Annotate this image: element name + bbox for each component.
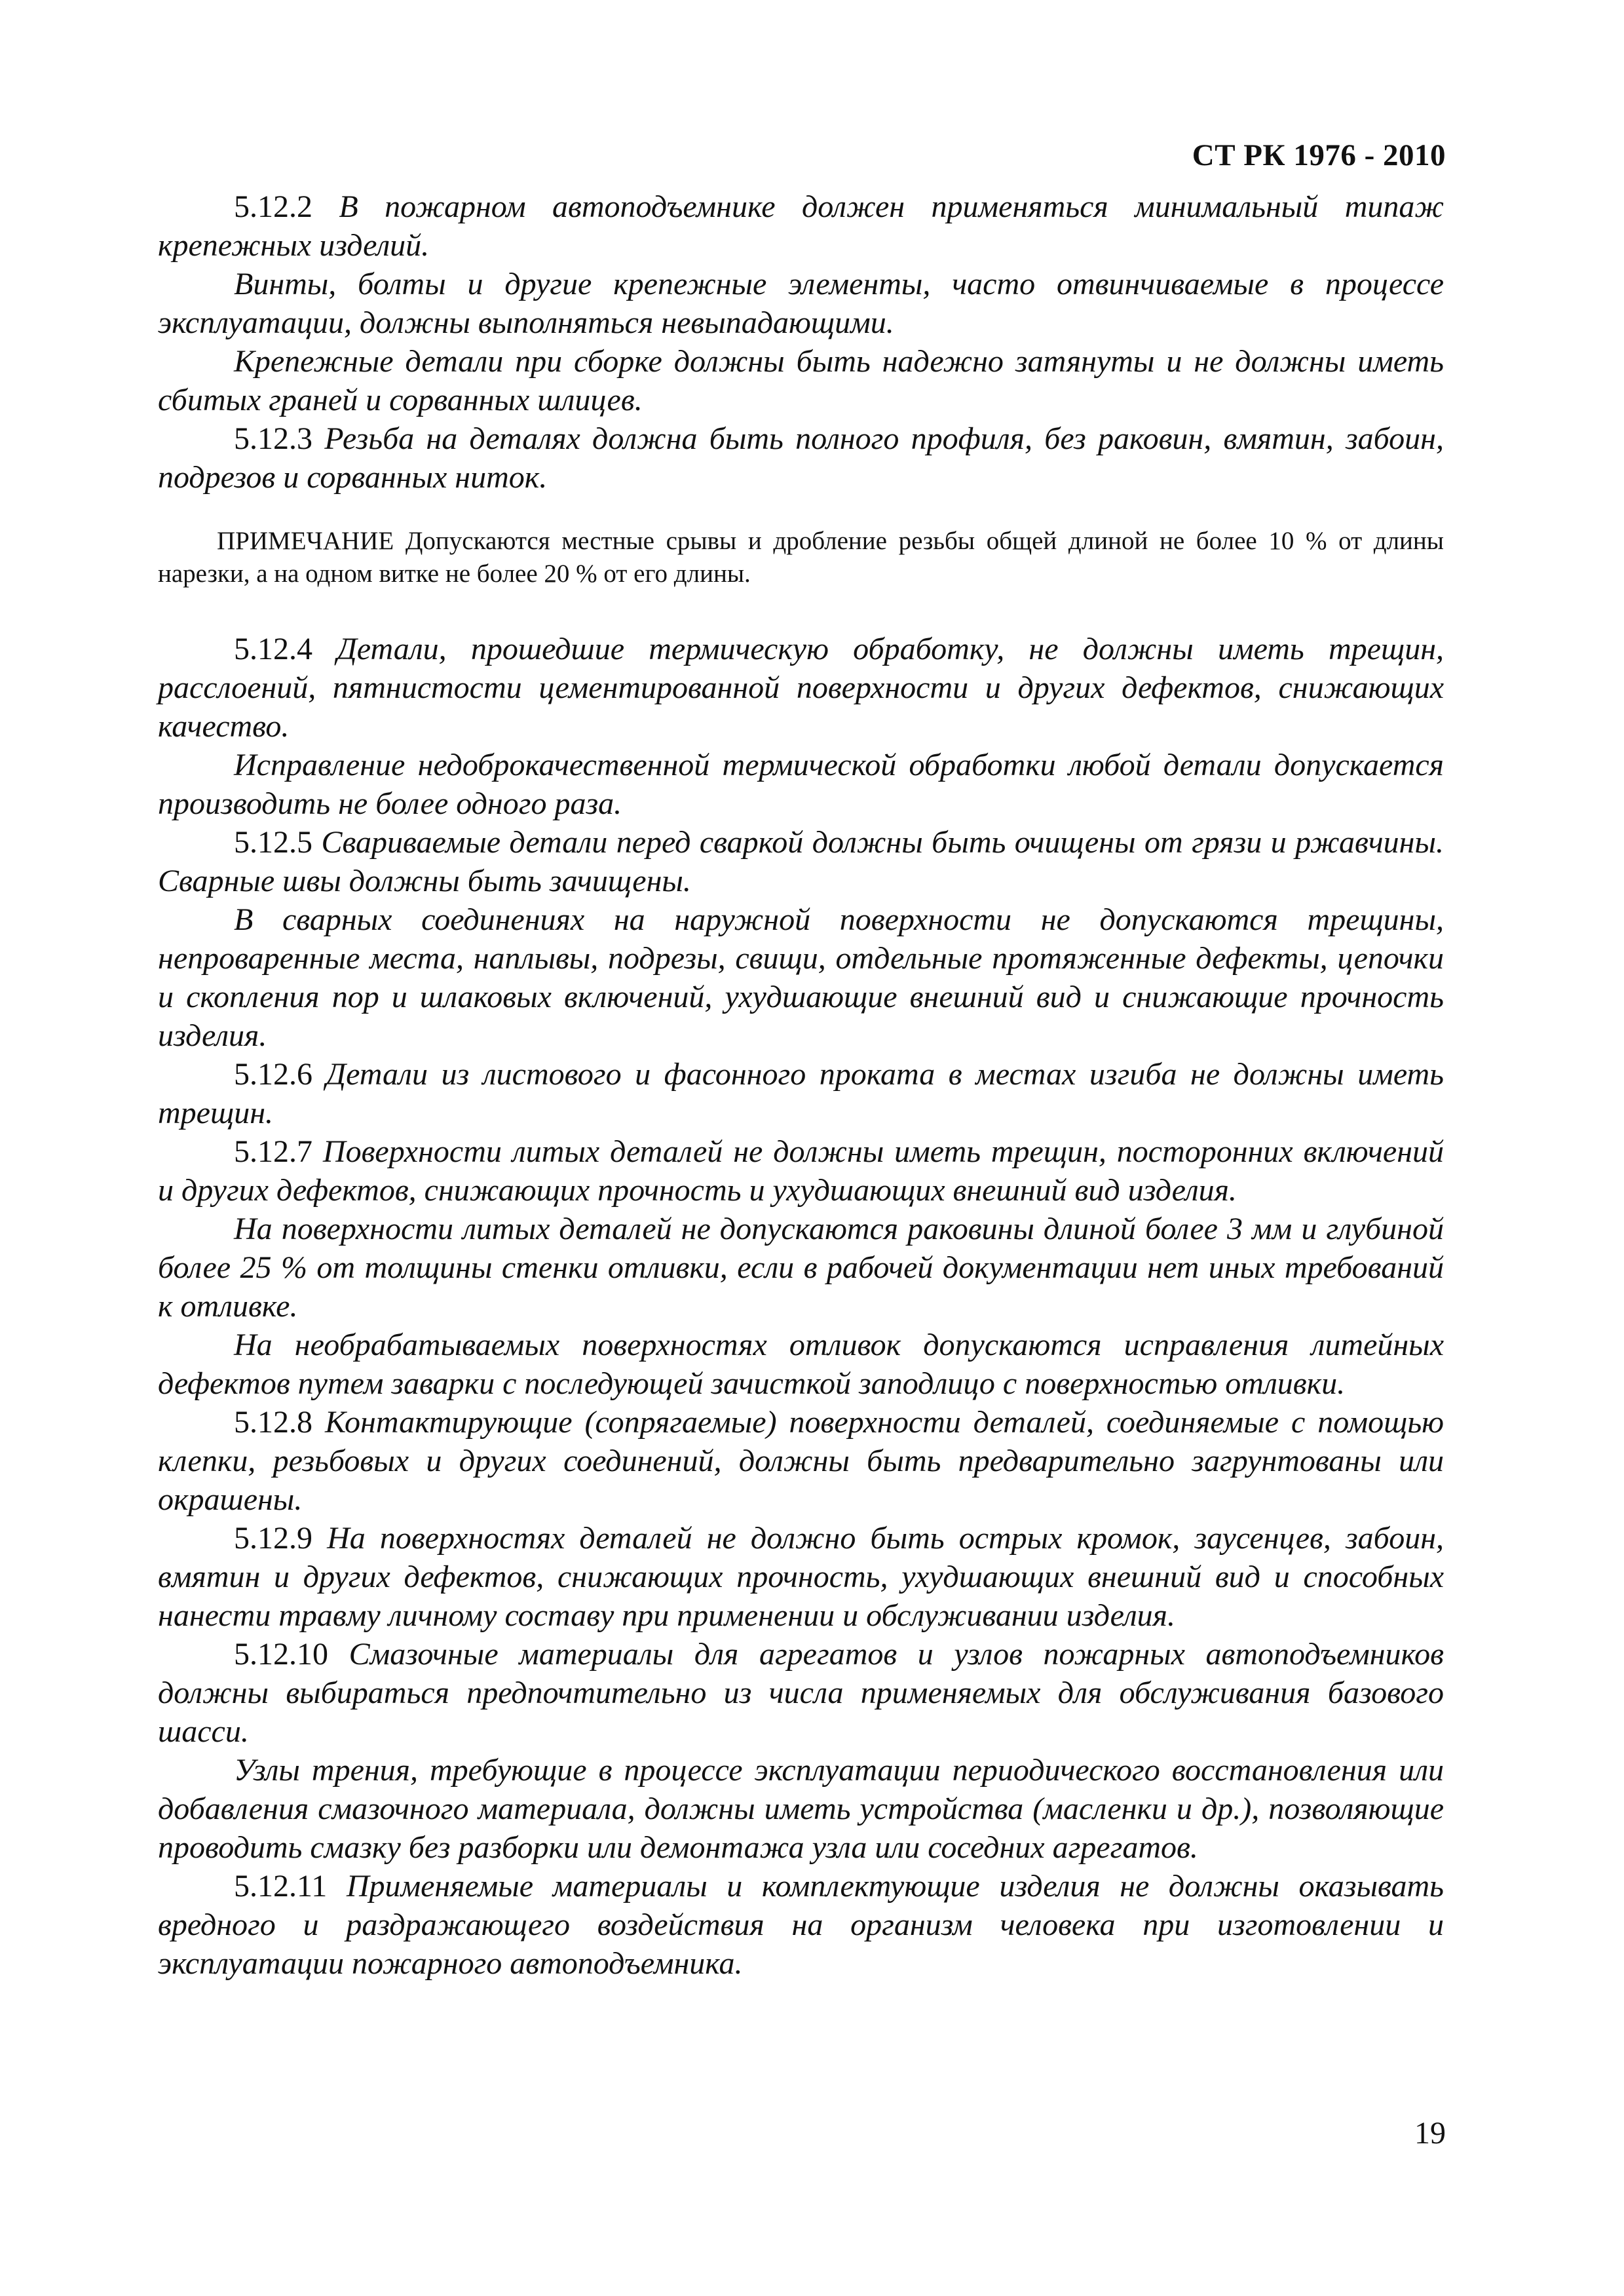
paragraph [158,823,1444,900]
document-body [158,187,1444,1983]
paragraph [158,900,1444,1055]
clause-text: Исправление недоброкачественной термической обработки любой детали допускается производить не более одного раза. [158,748,1444,821]
paragraph [158,1751,1444,1867]
paragraph [158,1519,1444,1635]
clause-text: В сварных соединениях на наружной поверхности не допускаются трещины, непроваренные места, наплывы, подрезы, свищи, отдельные протяженные дефекты, цепочки и скопления пор и шлаковых включений, ухудшающие внешний вид и снижающие прочность изделия. [158,902,1444,1053]
paragraph [158,187,1444,265]
clause-number: 5.12.3 [234,421,325,456]
clause-text: Смазочные материалы для агрегатов и узлов пожарных автоподъемников должны выбираться предпочтительно из числа применяемых для обслуживания базового шасси. [158,1637,1444,1749]
paragraph [158,1210,1444,1326]
note-paragraph: ПРИМЕЧАНИЕ Допускаются местные срывы и дробление резьбы общей длиной не более 10 % от длины нарезки, а на одном витке не более 20 % от его длины. [158,527,1444,588]
clause-text: В пожарном автоподъемнике должен применяться минимальный типаж крепежных изделий. [158,189,1445,263]
paragraph [158,1403,1444,1519]
paragraph [158,1055,1444,1132]
clause-text: Свариваемые детали перед сваркой должны быть очищены от грязи и ржавчины. Сварные швы должны быть зачищены. [158,825,1445,898]
clause-number: 5.12.5 [234,825,322,860]
clause-text: Поверхности литых деталей не должны иметь трещин, посторонних включений и других дефектов, снижающих прочность и ухудшающих внешний вид изделия. [158,1134,1445,1208]
clause-text: Резьба на деталях должна быть полного профиля, без раковин, вмятин, забоин, подрезов и сорванных ниток. [158,421,1444,495]
paragraph [158,265,1444,342]
clause-text: Крепежные детали при сборке должны быть надежно затянуты и не должны иметь сбитых граней и сорванных шлицев. [158,344,1444,417]
clause-number: 5.12.6 [234,1057,326,1092]
paragraph-group-parts [158,630,1444,1983]
page-number: 19 [1414,2116,1446,2151]
clause-text: Детали из листового и фасонного проката в местах изгиба не должны иметь трещин. [158,1057,1445,1130]
document-code-header: СТ РК 1976 - 2010 [1192,138,1446,172]
paragraph [158,342,1444,419]
paragraph [158,746,1444,823]
clause-number: 5.12.4 [234,632,337,666]
clause-text: Узлы трения, требующие в процессе эксплуатации периодического восстановления или добавления смазочного материала, должны иметь устройства (масленки и др.), позволяющие проводить смазку без разборки или демонтажа узла или соседних агрегатов. [158,1753,1444,1865]
clause-number: 5.12.10 [234,1637,349,1672]
clause-text: На поверхности литых деталей не допускаются раковины длиной более 3 мм и глубиной более 25 % от толщины стенки отливки, если в рабочей документации нет иных требований к отливке. [158,1212,1444,1324]
clause-text: Контактирующие (сопрягаемые) поверхности деталей, соединяемые с помощью клепки, резьбовых и других соединений, должны быть предварительно загрунтованы или окрашены. [158,1405,1445,1517]
clause-number: 5.12.11 [234,1869,347,1904]
clause-number: 5.12.7 [234,1134,323,1169]
clause-number: 5.12.8 [234,1405,325,1440]
clause-text: Винты, болты и другие крепежные элементы, часто отвинчиваемые в процессе эксплуатации, должны выполняться невыпадающими. [158,267,1444,340]
paragraph [158,630,1444,746]
clause-number: 5.12.2 [234,189,339,224]
paragraph [158,1867,1444,1983]
paragraph-group-fasteners [158,187,1444,497]
clause-text: На поверхностях деталей не должно быть острых кромок, заусенцев, забоин, вмятин и других дефектов, снижающих прочность, ухудшающих внешний вид и способных нанести травму личному составу при применении и обслуживании изделия. [158,1521,1445,1633]
paragraph [158,419,1444,497]
paragraph [158,1635,1444,1751]
clause-text: Детали, прошедшие термическую обработку, не должны иметь трещин, расслоений, пятнистости цементированной поверхности и других дефектов, снижающих качество. [158,632,1445,744]
clause-text: На необрабатываемых поверхностях отливок допускаются исправления литейных дефектов путем заварки с последующей зачисткой заподлицо с поверхностью отливки. [158,1328,1444,1401]
clause-text: Применяемые материалы и комплектующие изделия не должны оказывать вредного и раздражающего воздействия на организм человека при изготовлении и эксплуатации пожарного автоподъемника. [158,1869,1445,1981]
paragraph [158,1326,1444,1403]
clause-number: 5.12.9 [234,1521,328,1556]
paragraph [158,1132,1444,1210]
